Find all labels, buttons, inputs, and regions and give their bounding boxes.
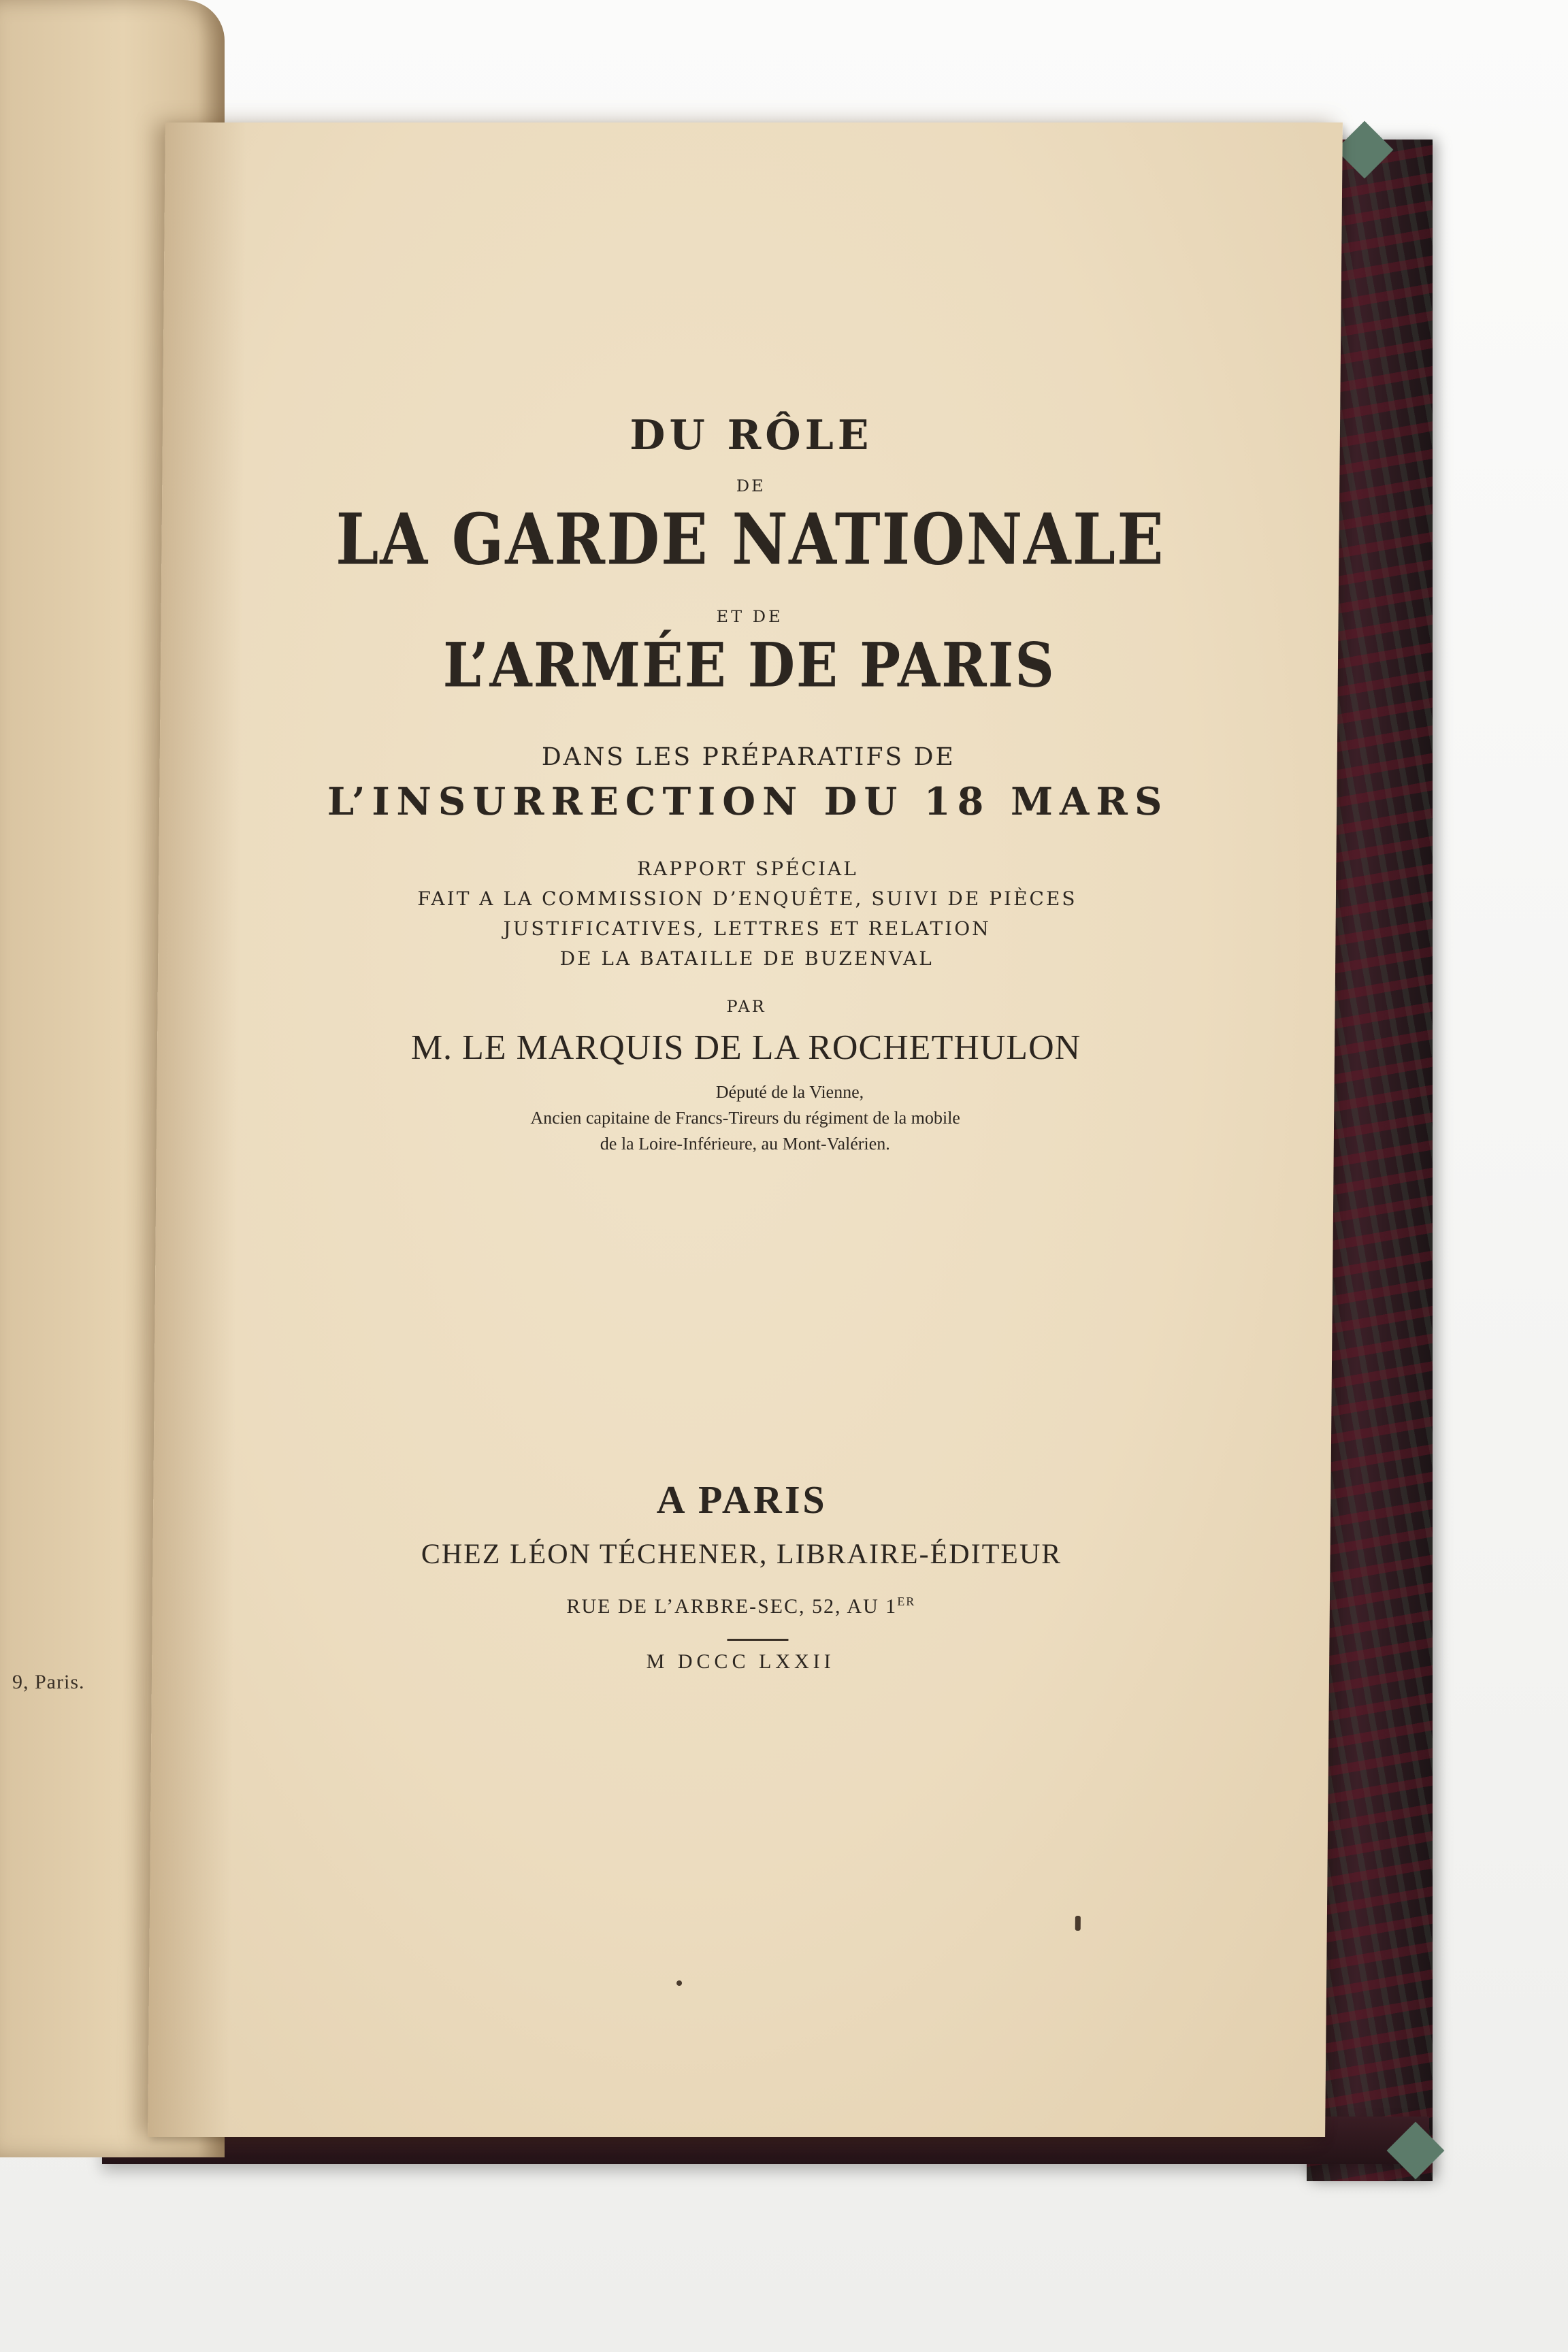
title-insurrection: L’INSURRECTION DU 18 MARS xyxy=(327,779,1169,824)
title-de: DE xyxy=(736,476,766,495)
paper-speck xyxy=(1075,1916,1081,1931)
imprint-date: M DCCC LXXII xyxy=(646,1650,835,1673)
left-page-fragment: 9, Paris. xyxy=(12,1671,85,1693)
imprint-rule xyxy=(727,1639,788,1641)
imprint-city: A PARIS xyxy=(656,1477,828,1522)
author-affiliation-3: de la Loire-Inférieure, au Mont-Valérien. xyxy=(600,1134,890,1154)
rapport-line-4: DE LA BATAILLE DE BUZENVAL xyxy=(559,947,934,970)
title-du-role: DU RÔLE xyxy=(629,412,873,459)
imprint-address-sup: er xyxy=(897,1591,916,1610)
author-affiliation-1: Député de la Vienne, xyxy=(715,1082,864,1102)
author-affiliation-2: Ancien capitaine de Francs-Tireurs du régiment de la mobile xyxy=(530,1108,961,1128)
rapport-line-3: JUSTIFICATIVES, LETTRES ET RELATION xyxy=(503,917,991,940)
title-armee-de-paris: L’ARMÉE DE PARIS xyxy=(442,629,1056,701)
imprint-publisher: CHEZ LÉON TÉCHENER, LIBRAIRE-ÉDITEUR xyxy=(421,1539,1062,1570)
imprint-address-text: RUE DE L’ARBRE-SEC, 52, AU 1 xyxy=(566,1595,898,1618)
imprint-address xyxy=(152,1591,1330,1618)
author-name: M. LE MARQUIS DE LA ROCHETHULON xyxy=(410,1028,1081,1067)
par-label: PAR xyxy=(726,997,766,1016)
title-page xyxy=(148,122,1343,2137)
paper-speck xyxy=(676,1980,682,1986)
rapport-line-2: FAIT A LA COMMISSION D’ENQUÊTE, SUIVI DE PIÈCES xyxy=(417,887,1077,910)
title-garde-nationale: LA GARDE NATIONALE xyxy=(335,498,1166,581)
subtitle-dans-les: DANS LES PRÉPARATIFS DE xyxy=(541,743,956,771)
title-et-de: ET DE xyxy=(716,607,783,626)
rapport-line-1: RAPPORT SPÉCIAL xyxy=(636,858,858,880)
